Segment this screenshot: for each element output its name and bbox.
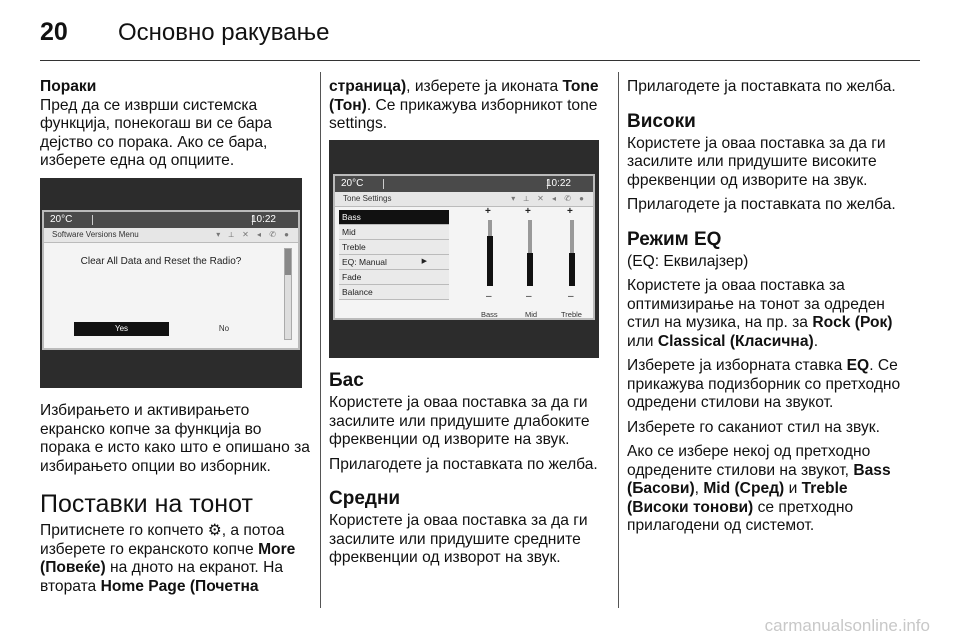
eq-text-1: Користете ја оваа поставка за оптимизирање на тонот за одреден стил на музика, на пр. за Rock (Рок) или Classical (Класична). [627,277,893,350]
tone-instructions: Притиснете го копчето ⚙, а потоа изберете го екранското копче More (Повеќе) на дното на екранот. На втората Home Page (Почетна [40,522,296,595]
plus-icon: + [567,206,573,217]
menu-title-bar [335,192,593,207]
column-divider [618,72,619,608]
status-bar [44,212,298,228]
temperature: 20°C [50,214,73,225]
tone-item-bass[interactable]: Bass [339,210,449,225]
scrollbar[interactable] [284,248,292,340]
menu-title: Software Versions Menu [52,230,139,239]
bass-heading: Бас [329,370,364,391]
tone-item-fade[interactable]: Fade [339,270,449,285]
tone-instructions-cont: страница), изберете ја иконата Tone (Тон). Се прикажува изборникот tone settings. [329,78,599,132]
column-1 [40,78,312,177]
treble-text: Користете ја оваа поставка за да ги засилите или придушите високите фреквенции од изворите на звук. [627,134,886,189]
mid-label: Mid [525,310,538,319]
bass-slider[interactable] [485,206,495,302]
menu-title: Tone Settings [343,194,392,203]
bass-adjust: Прилагодете ја поставката по желба. [329,455,598,473]
status-icons: ▾ ⟂ ✕ ◂ ✆ ● [216,230,292,239]
column-2 [329,78,609,140]
temperature: 20°C [341,178,364,189]
menu-title-bar [44,228,298,243]
header-divider [40,60,920,61]
no-button[interactable]: No [218,324,230,333]
yes-button[interactable]: Yes [74,322,169,336]
treble-adjust: Прилагодете ја поставката по желба. [627,196,896,213]
minus-icon: – [568,291,574,302]
arrow-right-icon: ▶ [421,258,427,265]
mid-slider[interactable] [525,206,535,302]
screen-image-2 [329,140,599,358]
dialog-message: Clear All Data and Reset the Radio? [80,256,242,267]
column-1-lower [40,402,312,596]
column-3 [627,78,912,542]
bass-label: Bass [481,310,498,319]
radio-screen [42,210,300,350]
column-2-lower [329,370,609,574]
tone-settings-screen [333,174,595,320]
bass-text: Користете ја оваа поставка за да ги засилите или придушите длабоките фреквенции од изворите на звук. [329,394,590,448]
treble-adjust-top: Прилагодете ја поставката по желба. [627,78,896,95]
column-divider [320,72,321,608]
tone-item-mid[interactable]: Mid [339,225,449,240]
treble-label: Treble [561,310,582,319]
mid-heading: Средни [329,488,401,509]
tone-item-balance[interactable]: Balance [339,285,449,300]
tone-menu-list [339,210,449,300]
eq-text-4: Ако се избере некој од претходно одредените стилови на звукот, Bass (Басови), Mid (Сред) и Treble (Високи тонови) се претходно прилагодени од системот. [627,443,891,534]
tone-item-treble[interactable]: Treble [339,240,449,255]
eq-heading: Режим EQ [627,228,722,250]
plus-icon: + [525,206,531,217]
eq-subtitle: (EQ: Еквилајзер) [627,252,749,270]
treble-slider[interactable] [567,206,577,302]
tone-settings-title: Поставки на тонот [40,490,253,518]
treble-heading: Високи [627,110,696,132]
eq-text-2: Изберете ја изборната ставка EQ. Се прикажува подизборник со претходно одредени стилови на звукот. [627,357,901,411]
clock: 10:22 [250,214,276,225]
plus-icon: + [485,206,491,217]
page-title: Основно ракување [118,19,330,46]
minus-icon: – [486,291,492,302]
status-bar [335,176,593,192]
screen-image-1 [40,178,302,388]
eq-text-3: Изберете го саканиот стил на звук. [627,418,880,436]
gear-icon: ⚙ [207,522,222,539]
status-icons: ▾ ⟂ ✕ ◂ ✆ ● [511,194,587,203]
messages-heading: Пораки [40,78,97,95]
selection-text: Избирањето и активирањето екранско копче за функција во порака е исто како што е опишано за избирањето опции во изборник. [40,402,310,475]
tone-item-eq[interactable]: EQ: Manual ▶ [339,255,449,270]
watermark: carmanualsonline.info [764,616,930,635]
messages-text: Пред да се изврши системска функција, понекогаш ви се бара дејство со порака. Ако се бара, изберете една од опциите. [40,96,272,169]
minus-icon: – [526,291,532,302]
page-number: 20 [40,18,68,46]
clock: 10:22 [545,178,571,189]
page-header [40,14,920,54]
mid-text: Користете ја оваа поставка за да ги засилите или придушите средните фреквенции од изворот на звук. [329,512,588,566]
